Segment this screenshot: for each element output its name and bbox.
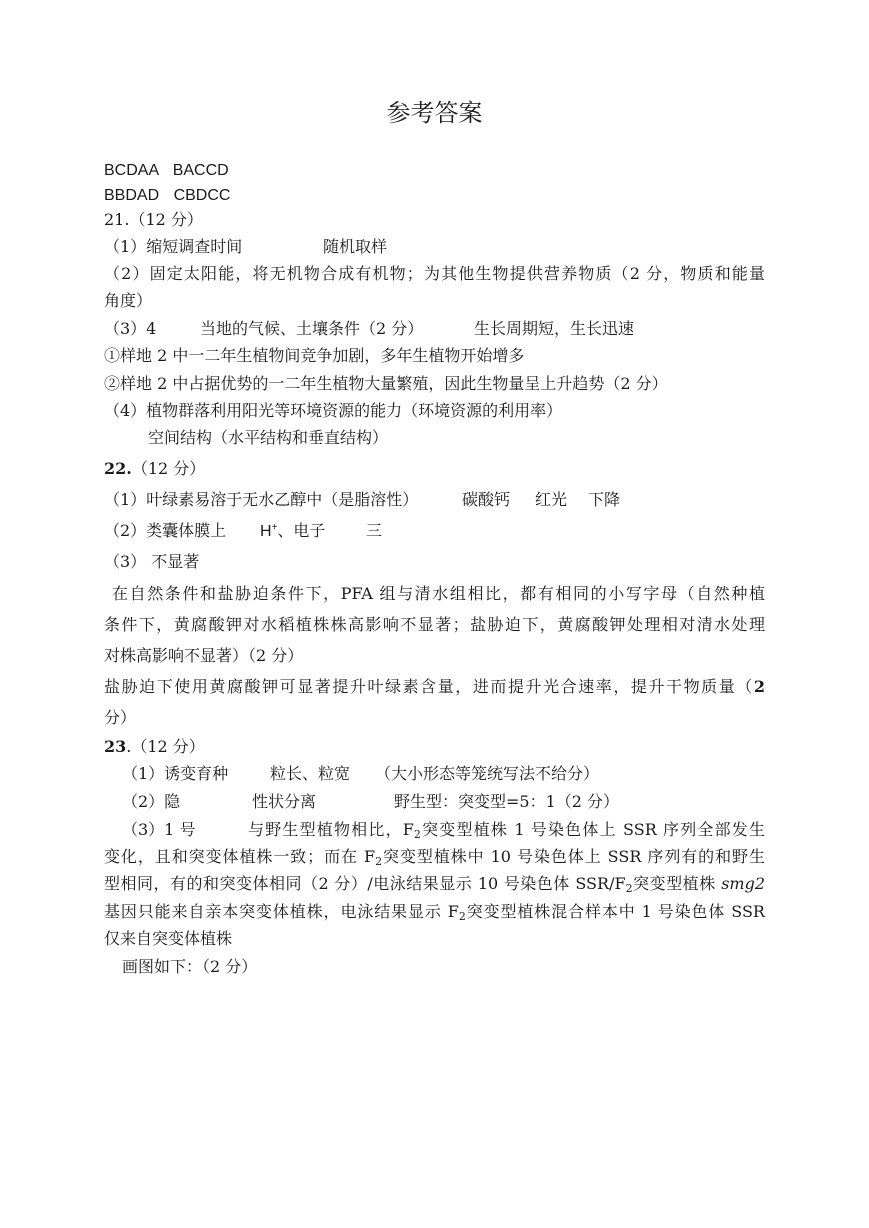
q21-part4-line1: （4）植物群落利用阳光等环境资源的能力（环境资源的利用率） — [104, 401, 563, 420]
q21-part1-answer-b: 随机取样 — [323, 237, 388, 256]
q22-part2-answer-c: 三 — [366, 521, 383, 540]
q22-part1-number: （1） — [104, 490, 147, 509]
mc-answers-row-2: BBDAD CBDCC — [104, 187, 231, 204]
q22-conclusion-score: 2 — [753, 677, 765, 696]
q23-part1-number: （1）诱变育种 — [122, 764, 229, 783]
q23-subscript: 2 — [458, 910, 466, 923]
q22-part2-electron: 、电子 — [277, 521, 326, 540]
q23-part3-line2-b: 突变型植株中 10 号染色体上 SSR 序列有的和野生 — [382, 847, 765, 866]
q21-part2-line1: （2）固定太阳能，将无机物合成有机物；为其他生物提供营养物质（2 分，物质和能量 — [104, 264, 765, 283]
q21-circled-1: ①样地 2 中一二年生植物间竞争加剧，多年生植物开始增多 — [104, 346, 525, 365]
q23-part2-answer-a: 性状分离 — [252, 792, 317, 811]
q22-explanation-line2: 条件下，黄腐酸钾对水稻植株株高影响不显著；盐胁迫下，黄腐酸钾处理相对清水处理 — [104, 615, 765, 634]
mc-answers-row-1: BCDAA BACCD — [104, 162, 229, 179]
q23-part2-number: （2）隐 — [122, 792, 181, 811]
q23-header-number: 23 — [104, 737, 127, 756]
q23-part2-answer-b: 野生型：突变型=5：1（2 分） — [394, 792, 620, 811]
q22-part1 — [104, 490, 418, 510]
q23-gene-name: smg2 — [721, 874, 765, 893]
q23-subscript: 2 — [625, 882, 633, 895]
q23-header — [104, 737, 205, 757]
q23-part3-number: （3）1 号 — [122, 820, 196, 839]
page-title: 参考答案 — [386, 99, 483, 127]
q22-header — [104, 459, 205, 479]
q23-subscript: 2 — [375, 855, 383, 868]
q22-part2-answer-a: （2）类囊体膜上 — [104, 521, 227, 540]
q23-part3-line4-b: 突变型植株混合样本中 1 号染色体 SSR — [465, 902, 765, 921]
q22-conclusion-line1 — [104, 677, 765, 697]
q23-part3-line3-a: 型相同，有的和突变体相同（2 分）/电泳结果显示 10 号染色体 SSR/F — [104, 874, 626, 893]
q21-part1-answer-a: 缩短调查时间 — [146, 237, 243, 256]
q23-part3-line2 — [104, 847, 765, 867]
q23-part3-line5: 仅来自突变体植株 — [104, 929, 233, 948]
q22-part2-proton: H — [260, 523, 272, 540]
q21-part3-answer-b: 生长周期短，生长迅速 — [474, 319, 635, 338]
q23-part3-line3 — [104, 874, 765, 894]
q22-conclusion-text: 盐胁迫下使用黄腐酸钾可显著提升叶绿素含量，进而提升光合速率，提升干物质量（ — [104, 677, 754, 696]
q22-explanation-line3: 对株高影响不显著）（2 分） — [104, 646, 304, 665]
q22-part3: （3） 不显著 — [104, 552, 200, 571]
q22-explanation-line1: 在自然条件和盐胁迫条件下，PFA 组与清水组相比，都有相同的小写字母（自然种植 — [112, 584, 765, 603]
q23-part3-line4 — [104, 902, 765, 922]
q22-part2-proton-charge: + — [271, 522, 278, 533]
q22-header-number: 22. — [104, 459, 132, 478]
q23-part3-line4-a: 基因只能来自亲本突变体植株，电泳结果显示 F — [104, 902, 459, 921]
q22-conclusion-line2: 分） — [104, 708, 137, 727]
q22-part1-answer-b: 碳酸钙 — [462, 490, 511, 509]
q21-part3-number: （3）4 — [104, 319, 157, 338]
q23-part3-line3-b: 突变型植株 — [632, 874, 722, 893]
q22-part1-answer-c: 红光 — [535, 490, 568, 509]
q22-part1-answer-a: 叶绿素易溶于无水乙醇中（是脂溶性） — [146, 490, 419, 509]
q22-part1-answer-d: 下降 — [588, 490, 621, 509]
q23-subscript: 2 — [413, 828, 421, 841]
q23-part3-line1-b: 突变型植株 1 号染色体上 SSR 序列全部发生 — [420, 820, 765, 839]
q21-part4-line2: 空间结构（水平结构和垂直结构） — [148, 428, 389, 447]
q23-part3-line1-a: 与野生型植物相比，F — [248, 820, 414, 839]
q21-part2-line2: 角度） — [104, 291, 153, 310]
q21-part3-answer-a: 当地的气候、土壤条件（2 分） — [200, 319, 424, 338]
q22-part2-answer-b — [260, 521, 325, 542]
q21-header: 21.（12 分） — [104, 210, 203, 229]
q23-part1-answer-a: 粒长、粒宽 — [270, 764, 351, 783]
q23-header-score: .（12 分） — [126, 737, 205, 756]
q21-circled-2: ②样地 2 中占据优势的一二年生植物大量繁殖，因此生物量呈上升趋势（2 分） — [104, 374, 668, 393]
q21-part1 — [104, 237, 242, 257]
q23-part3-line2-a: 变化，且和突变体植株一致；而在 F — [104, 847, 376, 866]
q23-part1-note: （大小形态等笼统写法不给分） — [375, 764, 600, 783]
q21-part1-number: （1） — [104, 237, 147, 256]
q23-drawing-note: 画图如下：（2 分） — [122, 957, 258, 976]
q22-header-score: （12 分） — [131, 459, 206, 478]
q23-part3-line1 — [248, 820, 765, 840]
